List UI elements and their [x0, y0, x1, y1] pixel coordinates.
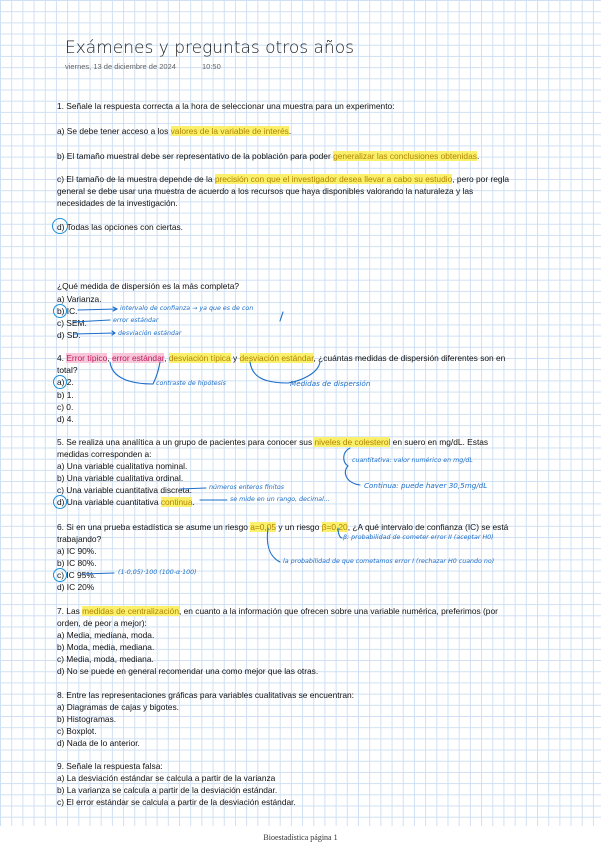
- highlight-yellow: desviación estándar: [239, 353, 314, 363]
- handwritten-note: desviación estándar: [118, 330, 182, 337]
- handwritten-note: cuantitativa: valor numérico en mg/dL: [352, 457, 473, 464]
- q2-option-d: d) SD.: [57, 330, 81, 340]
- q7-option-a: a) Media, mediana, moda.: [57, 630, 155, 640]
- handwritten-note: β: probabilidad de cometer error II (aceptar H0): [343, 534, 494, 541]
- brace-stroke: [344, 448, 350, 466]
- arrow-stroke: [78, 309, 117, 310]
- q8-option-a: a) Diagramas de cajas y bigotes.: [57, 702, 179, 712]
- q4-option-c: c) 0.: [57, 402, 74, 412]
- question-4: 4. Error típico, error estándar, desviación típica y desviación estándar, ¿cuántas medidas de dispersión diferentes son en: [57, 353, 506, 363]
- handwritten-note: se mide en un rango, decimal...: [230, 496, 330, 503]
- q1-option-c: c) El tamaño de la muestra depende de la precisión con que el investigador desea llevar a cabo su estudio, pero por regla: [57, 174, 510, 184]
- question-4-line2: total?: [57, 365, 78, 375]
- highlight-yellow: niveles de colesterol: [314, 437, 391, 447]
- arrow-stroke: [74, 333, 115, 334]
- handwritten-note: la probabilidad de que cometamos error I (rechazar H0 cuando no): [283, 558, 495, 565]
- q1-option-c-line3: necesidades de la investigación.: [57, 198, 178, 208]
- highlight-yellow: medidas de centralización: [82, 606, 179, 616]
- arrow-stroke: [280, 312, 283, 321]
- handwritten-note: Medidas de dispersión: [290, 379, 371, 388]
- page-title: Exámenes y preguntas otros años: [65, 38, 354, 58]
- handwritten-note: error estándar: [113, 317, 159, 324]
- question-5: 5. Se realiza una analítica a un grupo de pacientes para conocer sus niveles de colesterol en suero en mg/dL. Estas: [57, 437, 489, 447]
- q6-option-d: d) IC 20%: [57, 582, 95, 592]
- highlight-yellow: continua: [160, 497, 193, 507]
- q1-option-d: d) Todas las opciones con ciertas.: [57, 222, 184, 232]
- page-footer: Bioestadística página 1: [263, 833, 338, 842]
- arrow-stroke: [180, 488, 206, 489]
- q1-option-c-line2: general se debe usar una muestra de acuerdo a los recursos que haya disponibles valorando la naturaleza y las: [57, 186, 474, 196]
- curve-stroke: [338, 528, 342, 538]
- question-1: 1. Señale la respuesta correcta a la hora de seleccionar una muestra para un experimento:: [57, 101, 395, 111]
- q4-option-b: b) 1.: [57, 390, 74, 400]
- curve-stroke: [110, 362, 153, 384]
- curve-stroke: [153, 362, 160, 384]
- q5-option-a: a) Una variable cualitativa nominal.: [57, 461, 188, 471]
- question-6-line2: trabajando?: [57, 534, 102, 544]
- highlight-yellow: precisión con que el investigador desea llevar a cabo su estudio: [214, 174, 453, 184]
- question-6: 6. Si en una prueba estadística se asume un riesgo a=0,05 y un riesgo β=0,20, ¿A qué intervalo de confianza (IC) se está: [57, 522, 509, 532]
- handwritten-note: Continua: puede haver 30,5mg/dL: [364, 481, 488, 490]
- q1-option-a: a) Se debe tener acceso a los valores de la variable de interés.: [57, 126, 292, 136]
- q2-option-c: c) SEM.: [57, 318, 87, 328]
- highlight-yellow: desviación típica: [168, 353, 231, 363]
- handwritten-note: (1-0,05)·100 (100-α·100): [118, 569, 197, 576]
- handwritten-note: intervalo de confianza → ya que es de con: [120, 305, 254, 312]
- question-9: 9. Señale la respuesta falsa:: [57, 761, 163, 771]
- q2-option-a: a) Varianza.: [57, 294, 102, 304]
- q6-option-b: b) IC 80%.: [57, 558, 97, 568]
- highlight-yellow: valores de la variable de interés: [170, 126, 289, 136]
- handwritten-note: contraste de hipótesis: [156, 380, 226, 387]
- q8-option-d: d) Nada de lo anterior.: [57, 738, 140, 748]
- highlight-yellow: a=0,05: [250, 522, 277, 532]
- curve-stroke: [288, 362, 320, 383]
- arrow-stroke: [82, 573, 114, 574]
- q9-option-a: a) La desviación estándar se calcula a partir de la varianza: [57, 773, 276, 783]
- q4-option-a: a) 2.: [57, 377, 74, 387]
- q9-option-c: c) El error estándar se calcula a partir de la desviación estándar.: [57, 797, 296, 807]
- q7-option-c: c) Media, moda, mediana.: [57, 654, 154, 664]
- highlight-pink: Error típico: [66, 353, 108, 363]
- question-2: ¿Qué medida de dispersión es la más completa?: [57, 281, 240, 291]
- highlight-yellow: generalizar las conclusiones obtenidas: [333, 151, 477, 161]
- page-time: 10:50: [202, 62, 221, 71]
- curve-stroke: [250, 362, 288, 383]
- q2-option-b: b) IC.: [57, 306, 78, 316]
- brace-stroke: [345, 466, 360, 485]
- q7-option-d: d) No se puede en general recomendar una como mejor que las otras.: [57, 666, 319, 676]
- question-8: 8. Entre las representaciones gráficas para variables cualitativas se encuentran:: [57, 690, 355, 700]
- highlight-pink: error estándar: [111, 353, 165, 363]
- handwritten-note: números enteros finitos: [209, 484, 285, 491]
- arrow-stroke: [73, 320, 110, 322]
- question-7: 7. Las medidas de centralización, en cuanto a la información que ofrecen sobre una variable numérica, preferimos (por: [57, 606, 498, 616]
- q5-option-d: d) Una variable cuantitativa continua.: [57, 497, 195, 507]
- highlight-yellow: β=0,20: [321, 522, 348, 532]
- q6-option-c: c) IC 95%.: [57, 570, 97, 580]
- q1-option-b: b) El tamaño muestral debe ser representativo de la población para poder generalizar las conclusiones obtenidas.: [57, 151, 480, 161]
- q5-option-b: b) Una variable cualitativa ordinal.: [57, 473, 184, 483]
- q8-option-c: c) Boxplot.: [57, 726, 97, 736]
- question-7-line2: orden, de peor a mejor):: [57, 618, 147, 628]
- question-5-line2: medidas corresponden a:: [57, 449, 152, 459]
- q6-option-a: a) IC 90%.: [57, 546, 97, 556]
- q5-option-c: c) Una variable cuantitativa discreta.: [57, 485, 192, 495]
- q8-option-b: b) Histogramas.: [57, 714, 117, 724]
- q4-option-d: d) 4.: [57, 414, 74, 424]
- page-date: viernes, 13 de diciembre de 2024: [65, 62, 176, 71]
- q9-option-b: b) La varianza se calcula a partir de la desviación estándar.: [57, 785, 278, 795]
- curve-stroke: [267, 528, 280, 562]
- q7-option-b: b) Moda, media, mediana.: [57, 642, 155, 652]
